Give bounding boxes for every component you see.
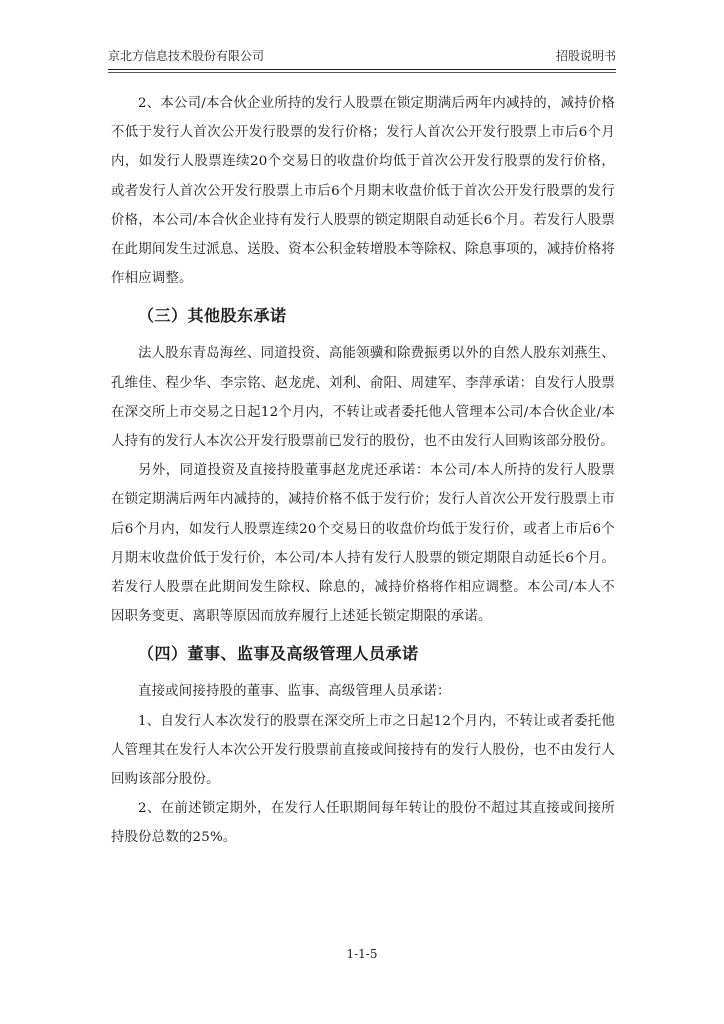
paragraph-directors-item-1: 1、自发行人本次发行的股票在深交所上市之日起12个月内，不转让或者委托他人管理其在发行人本次公开发行股票前直接或间接持有的发行人股份，也不由发行人回购该部分股份。 [111,713,615,788]
header-divider [108,69,616,70]
document-body [111,89,615,853]
company-name: 京北方信息技术股份有限公司 [108,49,265,63]
page-number: 1-1-5 [346,947,378,961]
paragraph-directors-item-2: 2、在前述锁定期外，在发行人任职期间每年转让的股份不超过其直接或间接所持股份总数的25%。 [111,801,615,846]
paragraph-directors-intro: 直接或间接持股的董事、监事、高级管理人员承诺： [138,684,451,700]
document-type: 招股说明书 [555,49,616,63]
paragraph-other-shareholders: 法人股东青岛海丝、同道投资、高能领骥和除费振勇以外的自然人股东刘燕生、孔维佳、程少华、李宗铭、赵龙虎、刘利、俞阳、周建军、李萍承诺：自发行人股票在深交所上市交易之日起12个月内，不转让或者委托他人管理本公司/本合伙企业/本人持有的发行人本次公开发行股票前已发行的股份，也不由发行人回购该部分股份。 [111,346,615,450]
page-header [108,48,616,64]
section-heading-other-shareholders: （三）其他股东承诺 [138,306,287,326]
paragraph-additional-commitment: 另外，同道投资及直接持股董事赵龙虎还承诺：本公司/本人所持的发行人股票在锁定期满后两年内减持的，减持价格不低于发行价；发行人首次公开发行股票上市后6个月内，如发行人股票连续20个交易日的收盘价均低于发行价，或者上市后6个月期末收盘价低于发行价，本公司/本人持有发行人股票的锁定期限自动延长6个月。若发行人股票在此期间发生除权、除息的，减持价格将作相应调整。本公司/本人不因职务变更、离职等原因而放弃履行上述延长锁定期限的承诺。 [111,463,615,625]
header-divider-thin [108,72,616,73]
section-heading-directors: （四）董事、监事及高级管理人员承诺 [138,644,419,664]
paragraph-lockup-reduction: 2、本公司/本合伙企业所持的发行人股票在锁定期满后两年内减持的，减持价格不低于发行人首次公开发行股票的发行价格；发行人首次公开发行股票上市后6个月内，如发行人股票连续20个交易日的收盘价均低于首次公开发行股票的发行价格，或者发行人首次公开发行股票上市后6个月期末收盘价低于首次公开发行股票的发行价格，本公司/本合伙企业持有发行人股票的锁定期限自动延长6个月。若发行人股票在此期间发生过派息、送股、资本公积金转增股本等除权、除息事项的，减持价格将作相应调整。 [111,96,615,287]
